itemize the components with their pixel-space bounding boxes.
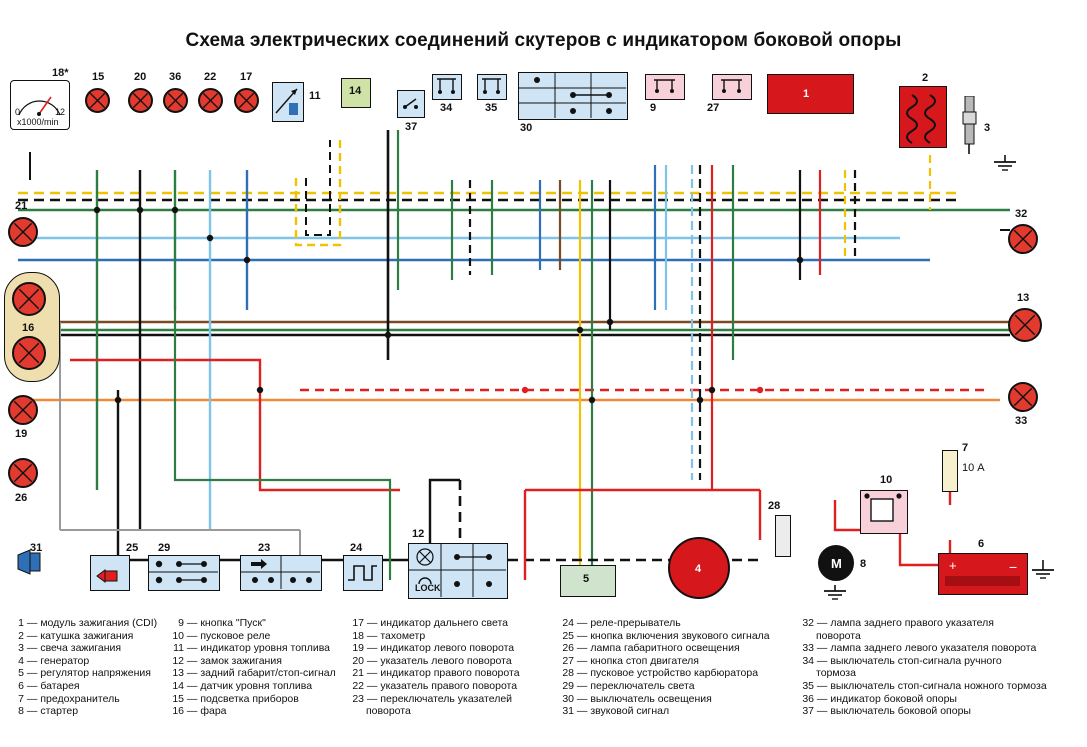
label-31: 31 (30, 542, 43, 554)
label-12: 12 (412, 528, 425, 540)
legend-item: 26 — лампа габаритного освещения (562, 642, 740, 655)
legend-column-3 (348, 617, 558, 718)
label-37: 37 (405, 121, 418, 133)
gauge-left-label: 0 (15, 107, 21, 117)
legend-item: 35 — выключатель стоп-сигнала ножного тормоза (802, 679, 1047, 692)
fuel-gauge-11 (272, 82, 304, 122)
label-20: 20 (134, 71, 147, 83)
legend-item-continued: поворота (816, 629, 861, 642)
legend-item: 4 — генератор (18, 654, 90, 667)
legend-item: 10 — пусковое реле (172, 629, 271, 642)
label-13: 13 (1017, 292, 1030, 304)
lamp-26 (8, 458, 38, 488)
legend-item: 25 — кнопка включения звукового сигнала (562, 629, 770, 642)
legend-column-1 (8, 617, 168, 718)
label-17: 17 (240, 71, 253, 83)
legend-item: 17 — индикатор дальнего света (352, 617, 509, 629)
legend-item: 6 — батарея (18, 679, 80, 692)
legend-item: 31 — звуковой сигнал (562, 705, 670, 718)
diagram-canvas (0, 60, 1087, 615)
headlight-bulb-lower (12, 336, 46, 370)
carb-starter-28 (775, 515, 791, 557)
lamp-21 (8, 217, 38, 247)
starter-motor-letter: M (831, 556, 842, 571)
label-15: 15 (92, 71, 105, 83)
legend-item: 11 — индикатор уровня топлива (173, 642, 331, 655)
label-5: 5 (583, 573, 590, 585)
legend-item: 3 — свеча зажигания (18, 642, 122, 655)
label-18: 18* (52, 67, 69, 79)
label-24: 24 (350, 542, 363, 554)
starter-relay-10 (860, 490, 908, 534)
legend-item: 30 — выключатель освещения (562, 692, 712, 705)
svg-text:+: + (949, 558, 957, 573)
label-19: 19 (15, 428, 28, 440)
ignition-lock-12 (408, 543, 508, 599)
ignition-coil-2 (899, 86, 947, 148)
label-32: 32 (1015, 208, 1028, 220)
cdi-module-1 (767, 74, 854, 114)
legend-item: 2 — катушка зажигания (18, 629, 134, 642)
label-6: 6 (978, 538, 985, 550)
label-35: 35 (485, 102, 498, 114)
brake-switch-34 (432, 74, 462, 100)
legend-item: 21 — индикатор правого поворота (352, 667, 520, 680)
label-28: 28 (768, 500, 781, 512)
legend-item: 12 — замок зажигания (172, 654, 282, 667)
fuse-7 (942, 450, 958, 492)
legend-item-continued: тормоза (816, 667, 856, 680)
label-33: 33 (1015, 415, 1028, 427)
svg-text:−: − (1009, 559, 1018, 575)
label-14: 14 (349, 85, 362, 97)
light-switch-30 (518, 72, 628, 120)
lamp-32 (1008, 224, 1038, 254)
light-switch-29 (148, 555, 220, 591)
headlight-bulb-upper (12, 282, 46, 316)
horn-button-25 (90, 555, 130, 591)
label-23: 23 (258, 542, 271, 554)
ground-symbol-right (990, 155, 1020, 175)
legend-item: 37 — выключатель боковой опоры (802, 705, 971, 718)
lamp-19 (8, 395, 38, 425)
legend-item: 13 — задний габарит/стоп-сигнал (172, 667, 336, 680)
taillight-13 (1008, 308, 1042, 342)
turn-signal-switch-23 (240, 555, 322, 591)
label-8: 8 (860, 558, 867, 570)
brake-switch-35 (477, 74, 507, 100)
lamp-17 (234, 88, 259, 113)
legend-item: 29 — переключатель света (562, 679, 695, 692)
lamp-36 (163, 88, 188, 113)
legend-item: 8 — стартер (18, 705, 79, 718)
legend-item: 20 — указатель левого поворота (352, 654, 512, 667)
battery-6 (938, 553, 1028, 595)
ground-symbol-starter (820, 585, 850, 603)
label-36: 36 (169, 71, 182, 83)
label-9: 9 (650, 102, 657, 114)
gauge-right-label: 12 (55, 107, 66, 117)
label-26: 26 (15, 492, 28, 504)
spark-plug-3 (960, 96, 980, 158)
legend-item: 5 — регулятор напряжения (18, 667, 151, 680)
legend-item: 14 — датчик уровня топлива (172, 679, 313, 692)
lamp-20 (128, 88, 153, 113)
label-29: 29 (158, 542, 171, 554)
legend-item: 19 — индикатор левого поворота (352, 642, 515, 655)
legend-column-4 (558, 617, 798, 718)
flasher-relay-24 (343, 555, 383, 591)
label-21: 21 (15, 200, 28, 212)
label-34: 34 (440, 102, 453, 114)
legend-item: 15 — подсветка приборов (172, 692, 299, 705)
label-3: 3 (984, 122, 991, 134)
legend-item-continued: поворота (366, 705, 411, 718)
legend-item: 23 — переключатель указателей (352, 692, 513, 705)
legend-item: 16 — фара (172, 705, 227, 718)
lamp-22 (198, 88, 223, 113)
start-button-9 (645, 74, 685, 100)
page-title: Схема электрических соединений скутеров с индикатором боковой опоры (185, 30, 902, 51)
label-22: 22 (204, 71, 217, 83)
label-25: 25 (126, 542, 139, 554)
legend (0, 617, 1087, 747)
side-stand-switch-37 (397, 90, 425, 118)
legend-item: 36 — индикатор боковой опоры (802, 692, 957, 705)
label-7: 7 (962, 442, 969, 454)
label-4: 4 (695, 563, 702, 575)
tachometer-18 (10, 80, 70, 130)
ground-symbol-battery (1028, 560, 1058, 586)
label-10: 10 (880, 474, 893, 486)
label-27: 27 (707, 102, 720, 114)
legend-column-5 (798, 617, 1083, 718)
label-2: 2 (922, 72, 929, 84)
legend-item: 27 — кнопка стоп двигателя (562, 654, 699, 667)
label-16: 16 (22, 322, 35, 334)
legend-item: 22 — указатель правого поворота (352, 679, 518, 692)
legend-item: 7 — предохранитель (18, 692, 120, 705)
label-1: 1 (803, 88, 810, 100)
legend-item: 28 — пусковое устройство карбюратора (562, 667, 759, 680)
lamp-33 (1008, 382, 1038, 412)
ignition-lock-label: LOCK (415, 583, 441, 593)
fuse-rating: 10 А (962, 462, 985, 474)
legend-item: 32 — лампа заднего правого указателя (802, 617, 994, 629)
legend-item: 18 — тахометр (352, 629, 426, 642)
gauge-scale-label: x1000/min (17, 117, 59, 127)
legend-item: 33 — лампа заднего левого указателя поворота (802, 642, 1037, 655)
legend-column-2 (168, 617, 348, 718)
legend-item: 1 — модуль зажигания (CDI) (18, 617, 158, 629)
legend-item: 24 — реле-прерыватель (562, 617, 681, 629)
label-11: 11 (309, 90, 321, 102)
engine-stop-27 (712, 74, 752, 100)
legend-item: 9 — кнопка "Пуск" (178, 617, 266, 629)
legend-item: 34 — выключатель стоп-сигнала ручного (802, 654, 1002, 667)
label-30: 30 (520, 122, 533, 134)
lamp-15 (85, 88, 110, 113)
